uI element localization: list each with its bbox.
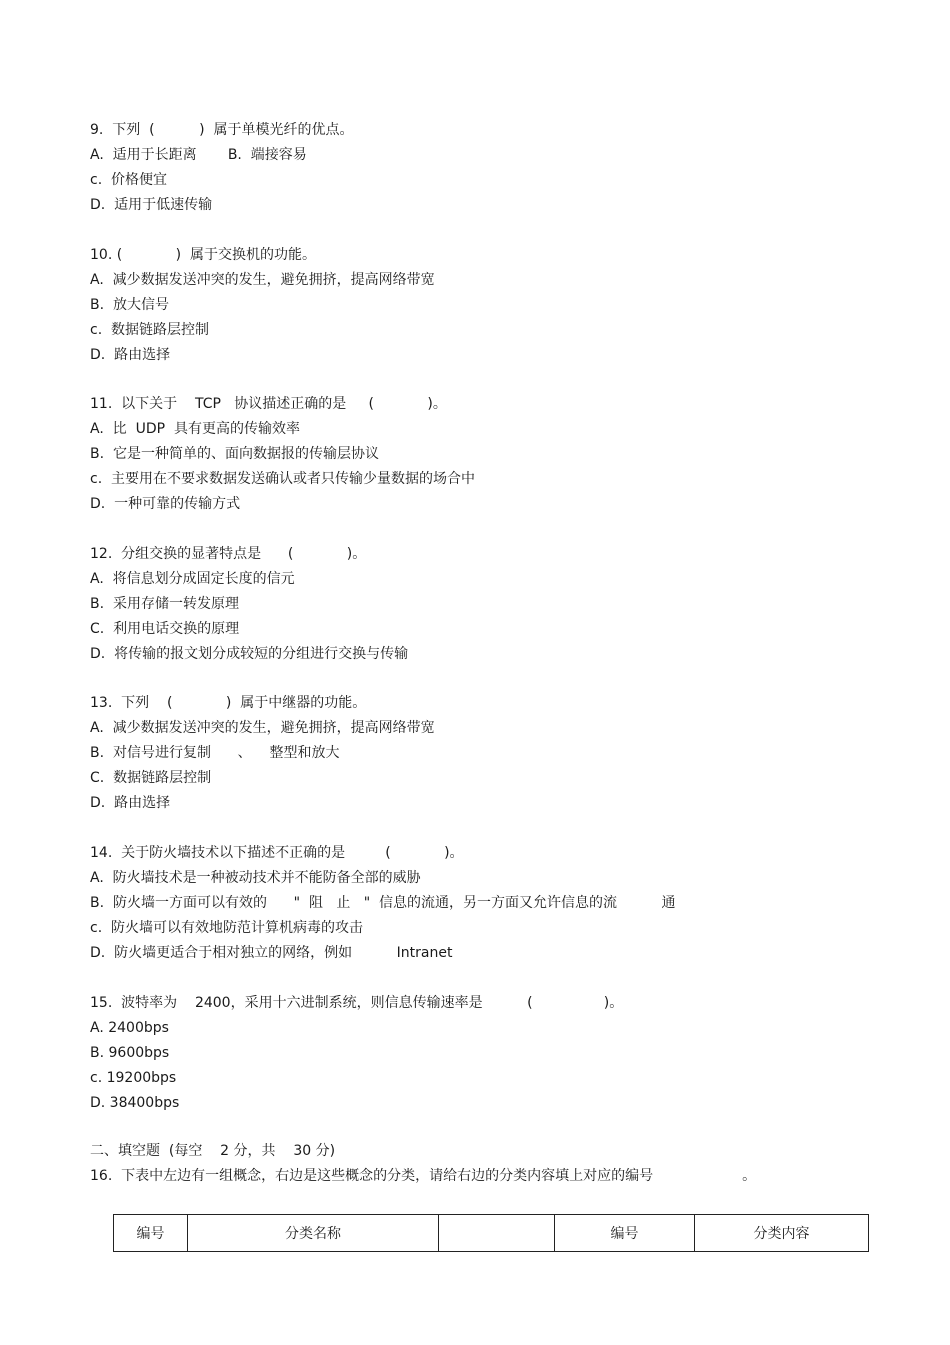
question-option: D. 路由选择: [90, 795, 171, 811]
question-option: A. 比 UDP 具有更高的传输效率: [90, 421, 300, 437]
table-header-row: [114, 1215, 869, 1252]
question-stem: 11. 以下关于 TCP 协议描述正确的是 ( )。: [90, 396, 447, 412]
question-option: A. 将信息划分成固定长度的信元: [90, 571, 295, 587]
question-16-stem: 16. 下表中左边有一组概念，右边是这些概念的分类，请给右边的分类内容填上对应的编号 。: [90, 1168, 757, 1184]
question-stem: 14. 关于防火墙技术以下描述不正确的是 ( )。: [90, 845, 464, 861]
question-stem: 12. 分组交换的显著特点是 ( )。: [90, 546, 367, 562]
question-option: A. 减少数据发送冲突的发生，避免拥挤，提高网络带宽: [90, 272, 435, 288]
section-fill-in-blank: [90, 1139, 890, 1189]
question-option: D. 将传输的报文划分成较短的分组进行交换与传输: [90, 646, 409, 662]
question-option: c. 价格便宜: [90, 172, 168, 188]
table-header-cell: 编号: [114, 1215, 188, 1252]
question-option: B. 防火墙一方面可以有效的 " 阻 止 " 信息的流通，另一方面又允许信息的流 通: [90, 895, 676, 911]
question-option: D. 38400bps: [90, 1095, 180, 1111]
question-stem: 13. 下列 ( ) 属于中继器的功能。: [90, 695, 367, 711]
table-header-cell: [439, 1215, 555, 1252]
question-option: A. 适用于长距离 B. 端接容易: [90, 147, 307, 163]
question-9: [90, 118, 890, 218]
question-option: B. 对信号进行复制 、 整型和放大: [90, 745, 340, 761]
question-option: c. 主要用在不要求数据发送确认或者只传输少量数据的场合中: [90, 471, 476, 487]
table-header-cell: 编号: [555, 1215, 695, 1252]
table-header-cell: 分类内容: [695, 1215, 869, 1252]
question-option: B. 它是一种简单的、面向数据报的传输层协议: [90, 446, 379, 462]
question-option: D. 一种可靠的传输方式: [90, 496, 241, 512]
question-stem: 10. ( ) 属于交换机的功能。: [90, 247, 316, 263]
section-heading: 二、填空题 (每空 2 分，共 30 分): [90, 1143, 336, 1159]
question-option: D. 适用于低速传输: [90, 197, 213, 213]
table-header-cell: 分类名称: [188, 1215, 439, 1252]
question-11: [90, 392, 890, 517]
question-option: B. 9600bps: [90, 1045, 170, 1061]
question-10: [90, 243, 890, 368]
question-stem: 9. 下列 ( ) 属于单模光纤的优点。: [90, 122, 354, 138]
question-option: c. 防火墙可以有效地防范计算机病毒的攻击: [90, 920, 364, 936]
question-option: c. 数据链路层控制: [90, 322, 210, 338]
question-13: [90, 691, 890, 816]
question-option: B. 放大信号: [90, 297, 169, 313]
question-stem: 15. 波特率为 2400，采用十六进制系统，则信息传输速率是 ( )。: [90, 995, 624, 1011]
question-option: D. 防火墙更适合于相对独立的网络，例如 Intranet: [90, 945, 453, 961]
question-12: [90, 542, 890, 667]
question-option: A. 减少数据发送冲突的发生，避免拥挤，提高网络带宽: [90, 720, 435, 736]
question-option: c. 19200bps: [90, 1070, 177, 1086]
question-option: A. 防火墙技术是一种被动技术并不能防备全部的威胁: [90, 870, 421, 886]
question-option: C. 数据链路层控制: [90, 770, 212, 786]
question-option: C. 利用电话交换的原理: [90, 621, 240, 637]
question-option: B. 采用存储一转发原理: [90, 596, 239, 612]
question-15: [90, 991, 890, 1116]
classification-table: [113, 1214, 869, 1252]
question-option: A. 2400bps: [90, 1020, 169, 1036]
question-14: [90, 841, 890, 966]
question-option: D. 路由选择: [90, 347, 171, 363]
